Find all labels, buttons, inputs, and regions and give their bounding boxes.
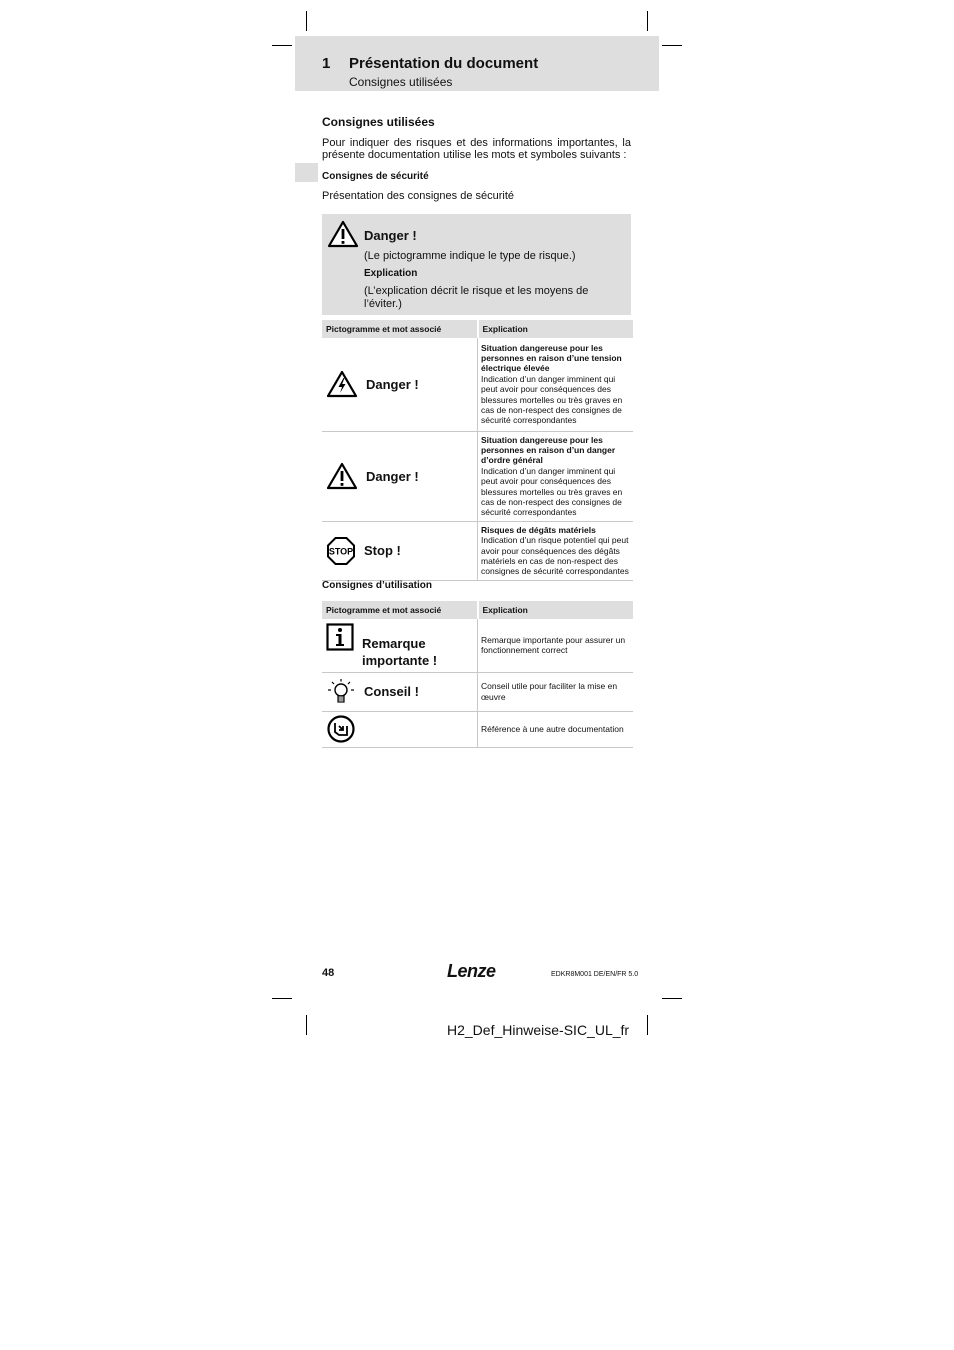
warning-triangle-icon (327, 220, 359, 248)
crop-mark (272, 45, 292, 46)
danger-example-box (322, 214, 631, 315)
danger-example-line2: (L’explication décrit le risque et les moyens de l’éviter.) (364, 285, 589, 310)
side-tab-marker (295, 163, 318, 182)
note-description: Remarque importante pour assurer un fonctionnement correct (481, 634, 626, 656)
safety-table (322, 320, 633, 581)
file-label: H2_Def_Hinweise-SIC_UL_fr (447, 1022, 630, 1038)
table-row (322, 672, 633, 711)
column-header: Pictogramme et mot associé (322, 320, 478, 338)
signal-word: Remarque importante ! (362, 636, 438, 669)
crop-mark (647, 1015, 648, 1035)
table-row (322, 431, 633, 521)
crop-mark (647, 11, 648, 31)
signal-word: Danger ! (366, 468, 419, 484)
risk-title: Risques de dégâts matériels (481, 524, 596, 535)
section-title: Consignes utilisées (322, 115, 435, 129)
page-number: 48 (322, 967, 335, 979)
risk-title: Situation dangereuse pour les personnes en raison d’une tension électrique élevée (481, 342, 622, 374)
column-header: Explication (478, 320, 634, 338)
document-code: EDKR8M001 DE/EN/FR 5.0 (551, 971, 639, 978)
chapter-subtitle: Consignes utilisées (349, 75, 453, 89)
table-row (322, 338, 633, 431)
risk-description: Indication d’un danger imminent qui peut avoir pour conséquences des blessures mortelles ou très graves en cas de non-respect des consignes de sécurité correspondantes (481, 373, 623, 426)
crop-mark (662, 998, 682, 999)
table-row (322, 521, 633, 580)
table-header-row (322, 601, 633, 619)
signal-word: Conseil ! (364, 684, 419, 699)
safety-heading: Consignes de sécurité (322, 171, 429, 182)
note-description: Conseil utile pour faciliter la mise en œuvre (481, 681, 618, 702)
signal-word: Danger ! (366, 376, 419, 392)
stop-sign-icon (326, 536, 356, 566)
chapter-number: 1 (322, 55, 331, 72)
general-warning-icon (326, 462, 358, 490)
section-intro: Pour indiquer des risques et des informations importantes, la présente documentation utilise les mots et symboles suivants : (322, 137, 631, 161)
risk-description: Indication d’un danger imminent qui peut avoir pour conséquences des blessures mortelles ou très graves en cas de non-respect des consignes de sécurité correspondantes (481, 465, 623, 518)
info-icon (326, 623, 354, 651)
column-header: Pictogramme et mot associé (322, 601, 478, 619)
risk-title: Situation dangereuse pour les personnes en raison d’un danger d’ordre général (481, 434, 616, 466)
crop-mark (306, 11, 307, 31)
usage-heading: Consignes d’utilisation (322, 580, 433, 591)
crop-mark (662, 45, 682, 46)
electric-warning-icon (326, 370, 358, 398)
table-header-row (322, 320, 633, 338)
danger-example-label: Explication (364, 268, 418, 279)
table-row (322, 711, 633, 747)
note-description: Référence à une autre documentation (481, 723, 624, 734)
column-header: Explication (478, 601, 634, 619)
safety-description: Présentation des consignes de sécurité (322, 190, 515, 202)
svg-text:STOP: STOP (328, 546, 354, 557)
document-reference-icon (326, 714, 356, 744)
risk-description: Indication d’un risque potentiel qui peut avoir pour conséquences des dégâts matériels en cas de non-respect des consignes de sécurité correspondantes (481, 535, 629, 577)
crop-mark (272, 998, 292, 999)
signal-word: Stop ! (364, 543, 401, 559)
chapter-title: Présentation du document (349, 55, 539, 72)
usage-table (322, 601, 633, 748)
table-row (322, 619, 633, 672)
danger-example-line1: (Le pictogramme indique le type de risque.) (364, 250, 576, 262)
crop-mark (306, 1015, 307, 1035)
danger-example-title: Danger ! (364, 228, 417, 243)
brand-logo: Lenze (447, 961, 496, 981)
lightbulb-icon (326, 677, 356, 707)
